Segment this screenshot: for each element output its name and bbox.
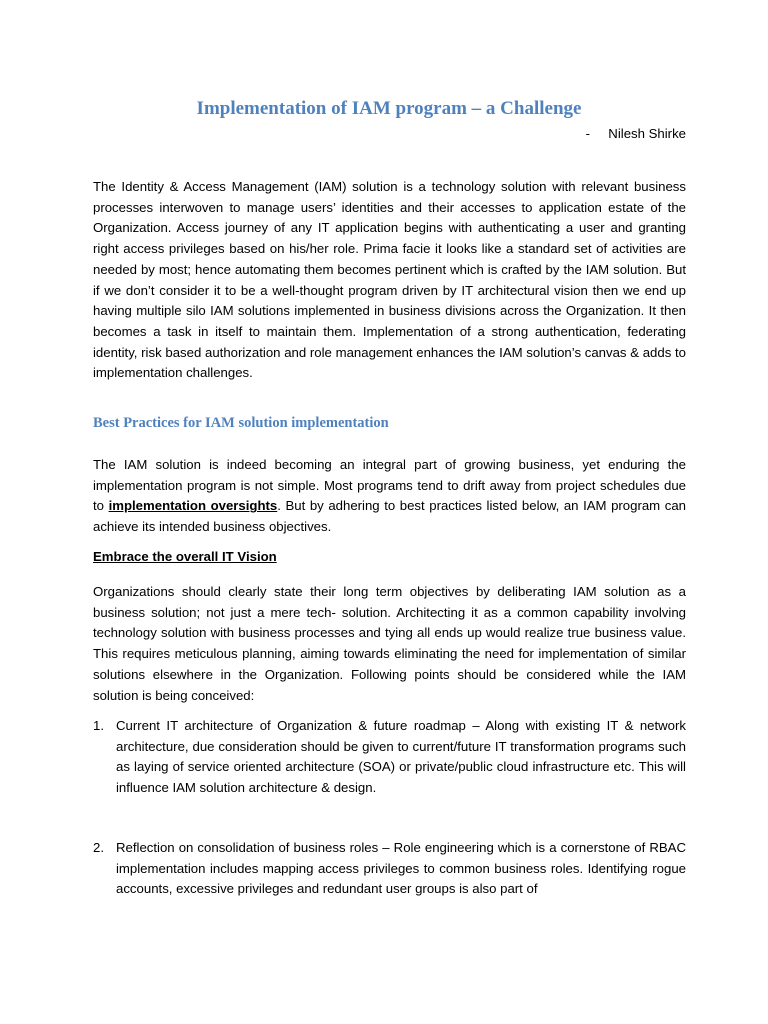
list-item-number: 1. [93, 718, 104, 733]
best-practices-text-start: The IAM solution is indeed becoming an integral part of growing business, yet enduring the implementation program is not simple. Most programs tend to drift away from project schedules due to [93, 457, 686, 514]
author-line: - Nilesh Shirke [585, 126, 686, 141]
best-practices-paragraph [93, 455, 686, 538]
list-item-number: 2. [93, 840, 104, 855]
subheading-it-vision: Embrace the overall IT Vision [93, 549, 277, 564]
document-title: Implementation of IAM program – a Challenge [196, 98, 582, 119]
list-item-text: Reflection on consolidation of business roles – Role engineering which is a cornerstone of RBAC implementation includes mapping access privileges to common business roles. Identifying rogue accounts, excessive privileges and redundant user groups is also part of [116, 840, 686, 897]
list-item-text: Current IT architecture of Organization & future roadmap – Along with existing IT & network architecture, due consideration should be given to current/future IT transformation programs such as laying of service oriented architecture (SOA) or private/public cloud infrastructure etc. This will influence IAM solution architecture & design. [116, 718, 686, 796]
implementation-oversights-emphasis: implementation oversights [108, 498, 278, 514]
best-practices-text-end: . But by adhering to best practices listed below, an IAM program can achieve its intended business objectives. [93, 498, 686, 535]
section-heading: Best Practices for IAM solution implementation [93, 415, 389, 431]
vision-paragraph: Organizations should clearly state their long term objectives by deliberating IAM solution as a business solution; not just a mere tech- solution. Architecting it as a common capability involving technology solution with business processes and tying all ends up would realize true business value. This requires meticulous planning, aiming towards eliminating the need for implementation of similar solutions elsewhere in the Organization. Following points should be considered while the IAM solution is being conceived: [93, 584, 686, 703]
intro-paragraph: The Identity & Access Management (IAM) solution is a technology solution with relevant business processes interwoven to manage users’ identities and their accesses to application estate of the Organization. Access journey of any IT application begins with authenticating a user and granting right access privileges based on his/her role. Prima facie it looks like a standard set of activities are needed by most; hence automating them becomes pertinent which is crafted by the IAM solution. But if we don’t consider it to be a well-thought program driven by IT architectural vision then we end up having multiple silo IAM solutions implemented in business divisions across the Organization. It then becomes a task in itself to maintain them. Implementation of a strong authentication, federating identity, risk based authorization and role management enhances the IAM solution’s canvas & adds to implementation challenges. [93, 179, 686, 381]
